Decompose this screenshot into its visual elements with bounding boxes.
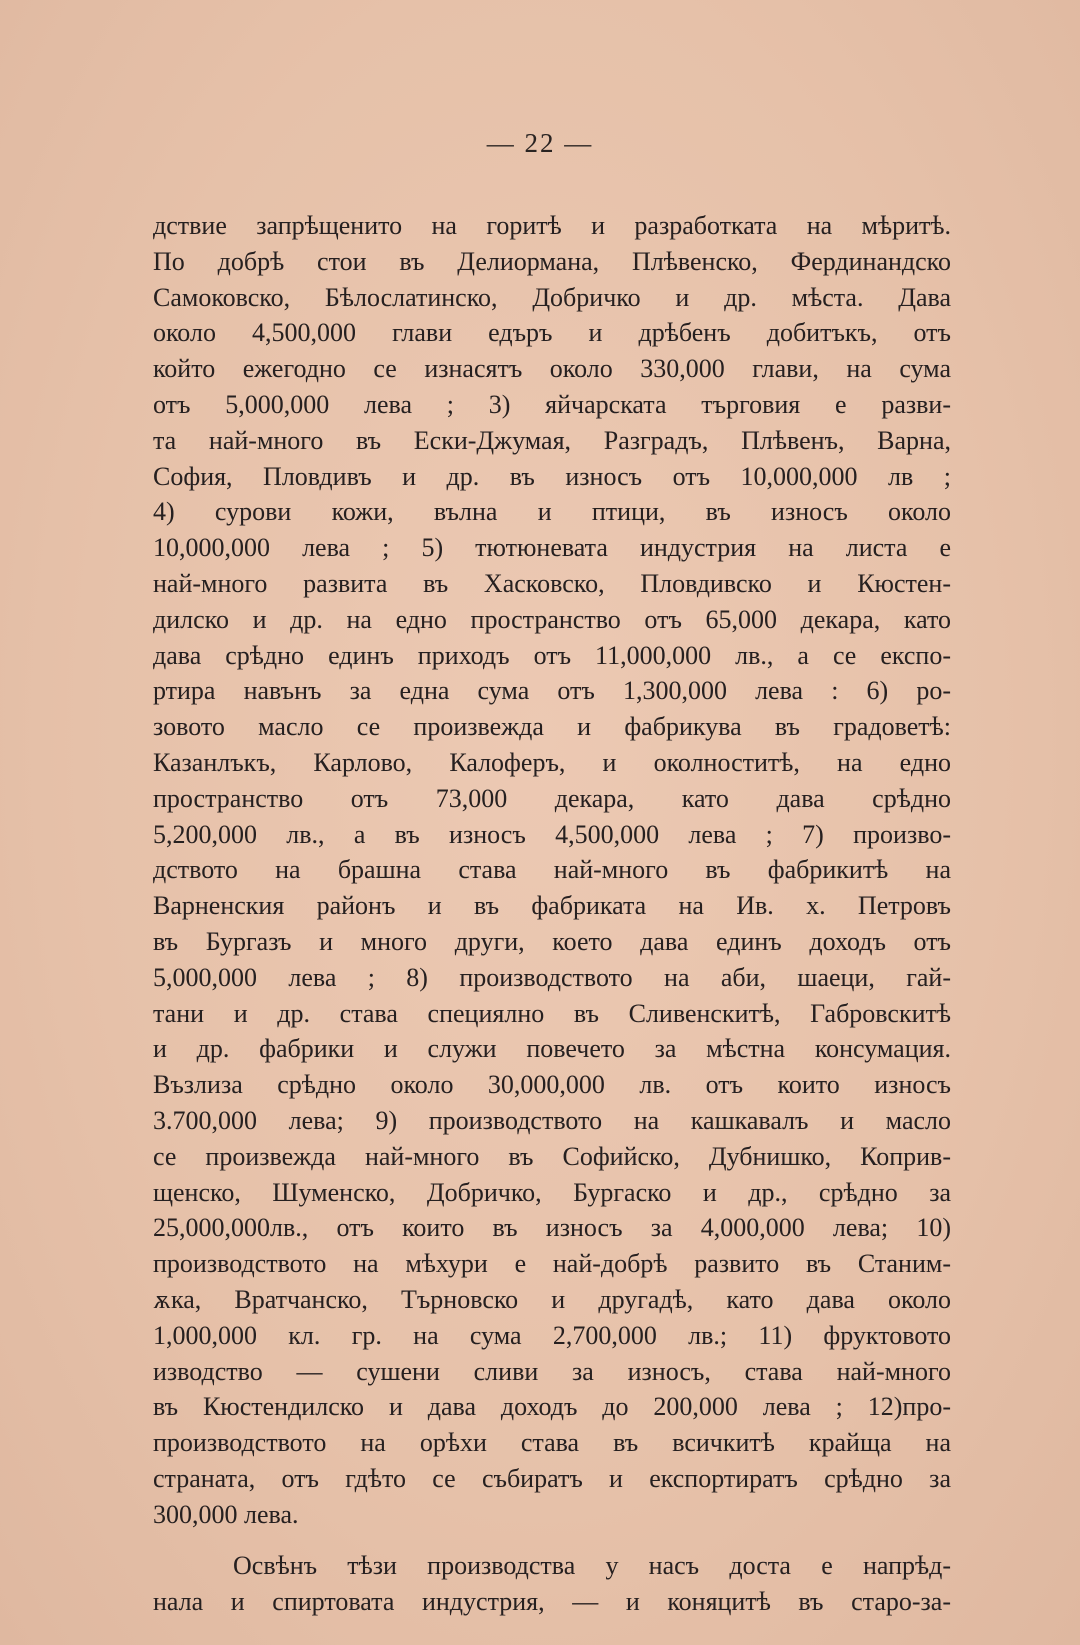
text-line: Самоковско, Бѣлослатинско, Добричко и др. мѣста. Дава — [153, 282, 951, 312]
text-line: 4) сурови кожи, вълна и птици, въ износъ около — [153, 497, 951, 527]
text-line: въ Бургазъ и много други, което дава единъ доходъ отъ — [153, 926, 951, 956]
text-line: се произвежда най-много въ Софийско, Дубнишко, Коприв- — [153, 1141, 951, 1171]
text-line: 25,000,000лв., отъ които въ износъ за 4,000,000 лева; 10) — [153, 1213, 951, 1243]
text-line: зовото масло се произвежда и фабрикува въ градоветѣ: — [153, 712, 951, 742]
text-line: който ежегодно се изнасятъ около 330,000 глави, на сума — [153, 354, 951, 384]
text-line: щенско, Шуменско, Добричко, Бургаско и др., срѣдно за — [153, 1177, 951, 1207]
text-line: най-много развита въ Хасковско, Пловдивско и Кюстен- — [153, 568, 951, 598]
text-line: и др. фабрики и служи повечето за мѣстна консумация. — [153, 1034, 951, 1064]
text-line: По добрѣ стои въ Делиормана, Плѣвенско, Фердинандско — [153, 246, 951, 276]
text-line: 5,000,000 лева ; 8) производството на аби, шаеци, гай- — [153, 962, 951, 992]
paragraph-1 — [153, 208, 951, 1532]
paragraph-2 — [153, 1548, 951, 1620]
text-line: производството на орѣхи става въ всичкитѣ крайща на — [153, 1428, 951, 1458]
text-line: та най-много въ Ески-Джумая, Разградъ, Плѣвенъ, Варна, — [153, 425, 951, 455]
text-line: отъ 5,000,000 лева ; 3) яйчарската търговия е разви- — [153, 389, 951, 419]
text-line: 300,000 лева. — [153, 1499, 299, 1529]
text-line: страната, отъ гдѣто се събиратъ и експортиратъ срѣдно за — [153, 1463, 951, 1493]
text-line: въ Кюстендилско и дава доходъ до 200,000 лева ; 12)про- — [153, 1392, 951, 1422]
text-line: Възлиза срѣдно около 30,000,000 лв. отъ които износъ — [153, 1070, 951, 1100]
text-line: 5,200,000 лв., а въ износъ 4,500,000 лева ; 7) произво- — [153, 819, 951, 849]
paragraph-gap — [153, 1532, 951, 1548]
page-number: — 22 — — [486, 128, 594, 158]
text-line: дава срѣдно единъ приходъ отъ 11,000,000 лв., а се експо- — [153, 640, 951, 670]
text-line: дилско и др. на едно пространство отъ 65,000 декара, като — [153, 604, 951, 634]
text-line: изводство — сушени сливи за износъ, става най-много — [153, 1356, 951, 1386]
text-line: около 4,500,000 глави едъръ и дрѣбенъ добитъкъ, отъ — [153, 318, 951, 348]
text-line: 1,000,000 кл. гр. на сума 2,700,000 лв.; 11) фруктовото — [153, 1320, 951, 1350]
text-line: ртира навънъ за една сума отъ 1,300,000 лева : 6) ро- — [153, 676, 951, 706]
text-line: нала и спиртовата индустрия, — и коняцитѣ въ старо-за- — [153, 1587, 951, 1617]
text-line: Казанлъкъ, Карлово, Калоферъ, и околноститѣ, на едно — [153, 747, 951, 777]
text-line: 10,000,000 лева ; 5) тютюневата индустрия на листа е — [153, 533, 951, 563]
text-line: дството на брашна става най-много въ фабрикитѣ на — [153, 855, 951, 885]
text-line: Варненския районъ и въ фабриката на Ив. х. Петровъ — [153, 891, 951, 921]
text-line: 3.700,000 лева; 9) производството на кашкавалъ и масло — [153, 1105, 951, 1135]
text-line: производството на мѣхури е най-добрѣ развито въ Станим- — [153, 1249, 951, 1279]
text-line: Освѣнъ тѣзи производства у насъ доста е напрѣд- — [233, 1551, 951, 1581]
text-line: тани и др. става специялно въ Сливенскитѣ, Габровскитѣ — [153, 998, 951, 1028]
body-text — [153, 208, 951, 1620]
text-line: дствие запрѣщенито на горитѣ и разработката на мѣритѣ. — [153, 211, 951, 240]
text-line: ѫка, Вратчанско, Търновско и другадѣ, като дава около — [153, 1284, 951, 1314]
text-line: София, Пловдивъ и др. въ износъ отъ 10,000,000 лв ; — [153, 461, 951, 491]
text-line: пространство отъ 73,000 декара, като дава срѣдно — [153, 783, 951, 813]
